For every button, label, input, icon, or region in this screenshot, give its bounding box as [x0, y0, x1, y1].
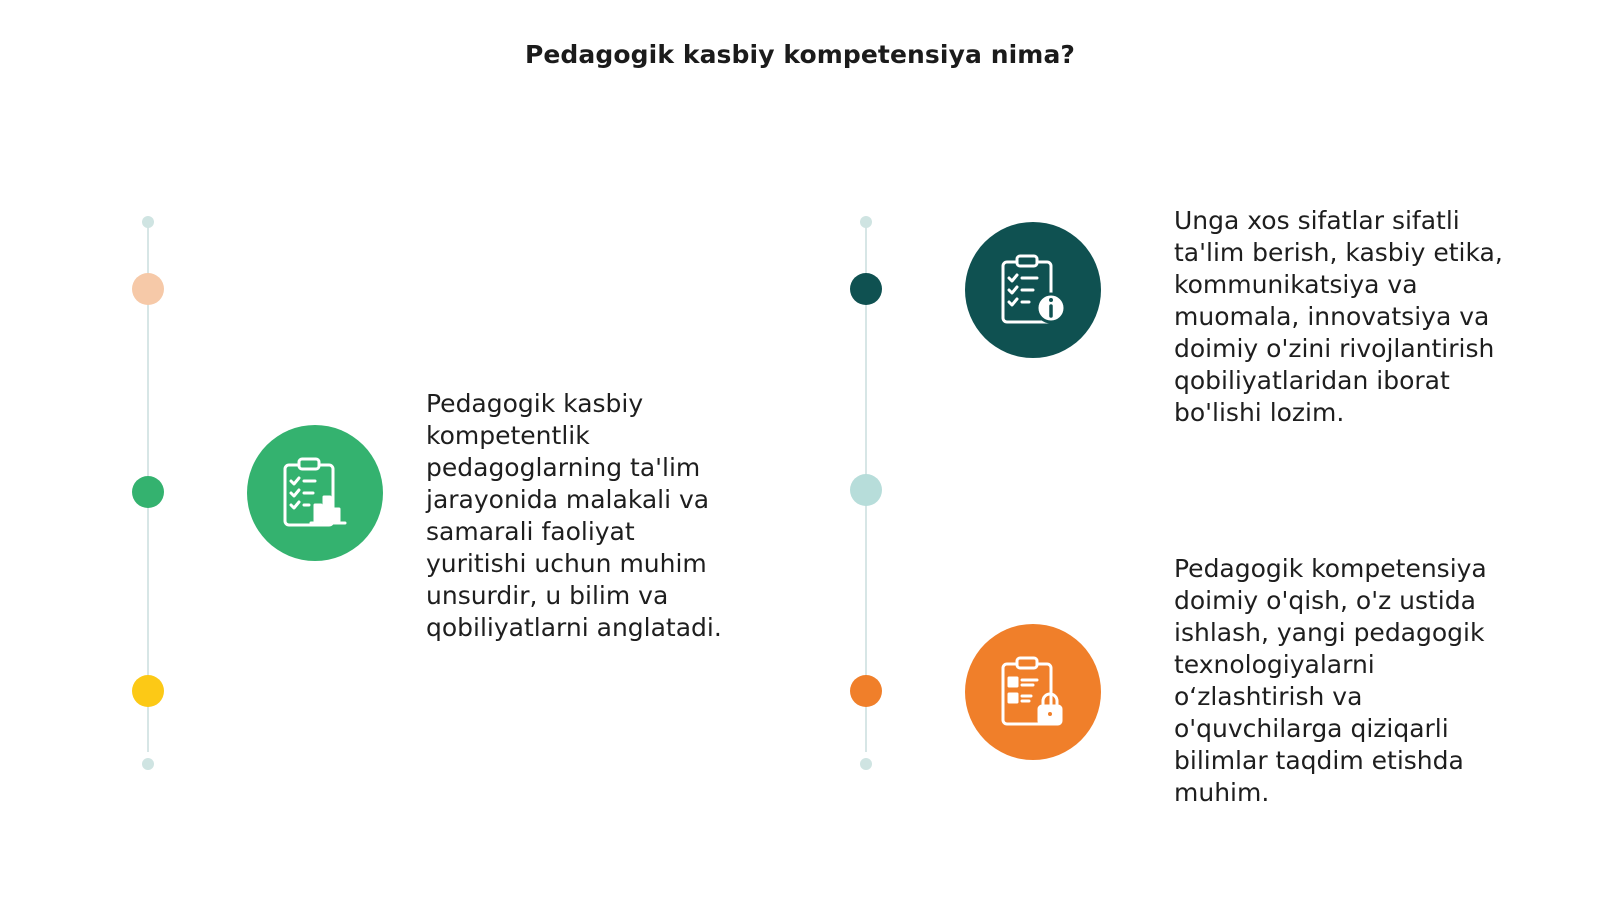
timeline-end-dot — [142, 758, 154, 770]
clipboard-lock-badge — [965, 624, 1101, 760]
clipboard-chart-badge — [247, 425, 383, 561]
timeline-node-light-teal — [850, 474, 882, 506]
clipboard-info-badge — [965, 222, 1101, 358]
timeline-start-dot — [860, 216, 872, 228]
timeline-node-green — [132, 476, 164, 508]
timeline-end-dot — [860, 758, 872, 770]
qualities-text: Unga xos sifatlar sifatli ta'lim berish, kasbiy etika, kommunikatsiya va muomala, innovatsiya va doimiy o'zini rivojlantirish qobiliyatlaridan iborat bo'lishi lozim. — [1174, 206, 1503, 427]
clipboard-lock-icon — [993, 652, 1073, 732]
timeline-node-orange — [850, 675, 882, 707]
timeline-node-yellow — [132, 675, 164, 707]
clipboard-info-icon — [993, 250, 1073, 330]
definition-text: Pedagogik kasbiy kompetentlik pedagoglarning ta'lim jarayonida malakali va samarali faoliyat yuritishi uchun muhim unsurdir, u bilim va qobiliyatlarni anglatadi. — [426, 389, 722, 642]
timeline-start-dot — [142, 216, 154, 228]
timeline-node-peach — [132, 273, 164, 305]
page-title: Pedagogik kasbiy kompetensiya nima? — [524, 40, 1076, 69]
clipboard-chart-icon — [275, 453, 355, 533]
timeline-node-dark-teal — [850, 273, 882, 305]
learning-text: Pedagogik kompetensiya doimiy o'qish, o'z ustida ishlash, yangi pedagogik texnologiyalarni o‘zlashtirish va o'quvchilarga qiziqarli bilimlar taqdim etishda muhim. — [1174, 554, 1487, 807]
